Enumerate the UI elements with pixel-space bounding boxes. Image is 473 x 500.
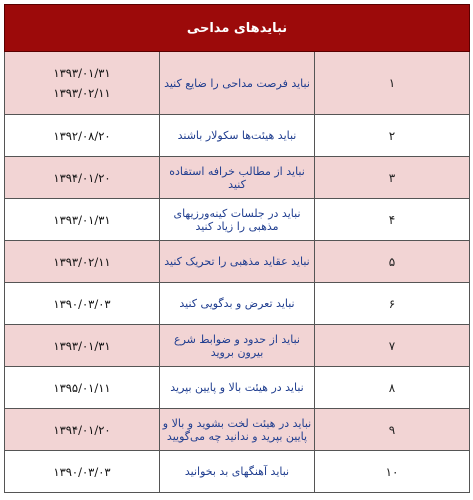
- table-row: [5, 409, 470, 451]
- row-text: نباید هیئت‌ها سکولار باشند: [160, 115, 315, 157]
- row-number: ۱۰: [315, 451, 470, 493]
- table-row: [5, 283, 470, 325]
- row-text: نباید فرصت مداحی را ضایع کنید: [160, 52, 315, 115]
- row-number: ۹: [315, 409, 470, 451]
- prohibitions-table: [4, 4, 470, 493]
- row-text: نباید از مطالب خرافه استفاده کنید: [160, 157, 315, 199]
- row-date: ۱۳۹۰/۰۳/۰۳: [5, 451, 160, 493]
- table-row: [5, 199, 470, 241]
- row-number: ۷: [315, 325, 470, 367]
- row-number: ۴: [315, 199, 470, 241]
- row-text: نباید عقاید مذهبی را تحریک کنید: [160, 241, 315, 283]
- table-row: [5, 451, 470, 493]
- row-date: ۱۳۹۵/۰۱/۱۱: [5, 367, 160, 409]
- table-row: [5, 325, 470, 367]
- row-text: نباید تعرض و بدگویی کنید: [160, 283, 315, 325]
- row-number: ۶: [315, 283, 470, 325]
- row-text: نباید از حدود و ضوابط شرع بیرون بروید: [160, 325, 315, 367]
- table-container: [4, 4, 470, 496]
- row-number: ۳: [315, 157, 470, 199]
- row-number: ۲: [315, 115, 470, 157]
- row-date: ۱۳۹۴/۰۱/۲۰: [5, 409, 160, 451]
- table-row: [5, 367, 470, 409]
- table-row: [5, 115, 470, 157]
- row-date: ۱۳۹۴/۰۱/۲۰: [5, 157, 160, 199]
- row-number: ۱: [315, 52, 470, 115]
- row-number: ۵: [315, 241, 470, 283]
- table-row: [5, 241, 470, 283]
- row-text: نباید در هیئت بالا و پایین بپرید: [160, 367, 315, 409]
- table-row: [5, 157, 470, 199]
- row-date: ۱۳۹۰/۰۳/۰۳: [5, 283, 160, 325]
- row-text: نباید در جلسات کینه‌ورزیهای مذهبی را زیاد کنید: [160, 199, 315, 241]
- row-text: نباید آهنگهای بد بخوانید: [160, 451, 315, 493]
- row-dates: [5, 52, 160, 115]
- row-text: نباید در هیئت لخت بشوید و بالا و پایین بپرید و ندانید چه می‌گویید: [160, 409, 315, 451]
- table-row: [5, 52, 470, 115]
- row-date: ۱۳۹۳/۰۱/۳۱: [5, 325, 160, 367]
- row-date: ۱۳۹۳/۰۱/۳۱: [53, 66, 111, 80]
- row-date: ۱۳۹۳/۰۲/۱۱: [5, 241, 160, 283]
- row-date: ۱۳۹۲/۰۸/۲۰: [5, 115, 160, 157]
- row-date: ۱۳۹۳/۰۲/۱۱: [53, 86, 111, 100]
- row-number: ۸: [315, 367, 470, 409]
- table-title: نبایدهای مداحی: [5, 5, 470, 52]
- row-date: ۱۳۹۳/۰۱/۳۱: [5, 199, 160, 241]
